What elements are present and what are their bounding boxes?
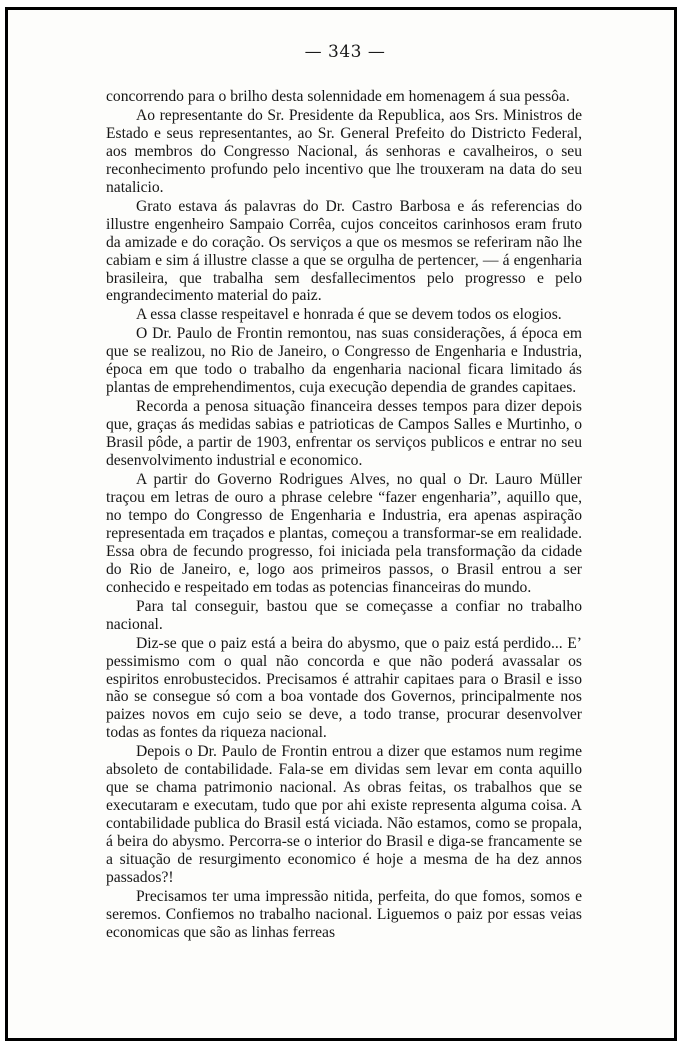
- paragraph: Diz-se que o paiz está a beira do abysmo, que o paiz está perdido... E’ pessimismo com o qual não concorda e que não poderá avassalar os espiritos enrobustecidos. Precisamos é attrahir capitaes para o Brasil e isso não se consegue só com a boa vontade dos Governos, principalmente nos paizes novos em cujo seio se deve, a todo transe, procurar desenvolver todas as fontes da riqueza nacional.: [106, 634, 582, 742]
- paragraph: A partir do Governo Rodrigues Alves, no qual o Dr. Lauro Müller traçou em letras de ouro a phrase celebre “fazer engenharia”, aquillo que, no tempo do Congresso de Engenharia e Industria, era apenas aspiração representada em traçados e plantas, começou a transformar-se em realidade. Essa obra de fecundo progresso, foi iniciada pela transformação da cidade do Rio de Janeiro, e, logo aos primeiros passos, o Brasil entrou a ser conhecido e respeitado em todas as potencias financeiras do mundo.: [106, 471, 582, 596]
- paragraph: Grato estava ás palavras do Dr. Castro Barbosa e ás referencias do illustre engenheiro Sampaio Corrêa, cujos conceitos carinhosos eram fruto da amizade e do coração. Os serviços a que os mesmos se referiram não lhe cabiam e sim á illustre classe a que se orgulha de pertencer, — á engenharia brasileira, que trabalha sem desfallecimentos pelo progresso e pelo engrandecimento material do paiz.: [106, 197, 582, 305]
- paragraph: Para tal conseguir, bastou que se começasse a confiar no trabalho nacional.: [106, 597, 582, 633]
- body-text: [106, 88, 582, 943]
- page-number: — 343 —: [304, 42, 386, 62]
- paragraph: Depois o Dr. Paulo de Frontin entrou a dizer que estamos num regime absoleto de contabilidade. Fala-se em dividas sem levar em conta aquillo que se chama patrimonio nacional. As obras feitas, os trabalhos que se executaram e executam, tudo que por ahi existe representa alguma coisa. A contabilidade publica do Brasil está viciada. Não estamos, como se propala, á beira do abysmo. Percorra-se o interior do Brasil e diga-se francamente se a situação de resurgimento economico é hoje a mesma de ha dez annos passados?!: [106, 743, 582, 886]
- paragraph: Recorda a penosa situação financeira desses tempos para dizer depois que, graças ás medidas sabias e patrioticas de Campos Salles e Murtinho, o Brasil pôde, a partir de 1903, enfrentar os serviços publicos e entrar no seu desenvolvimento industrial e economico.: [106, 398, 582, 470]
- paragraph: Precisamos ter uma impressão nitida, perfeita, do que fomos, somos e seremos. Confiemos no trabalho nacional. Liguemos o paiz por essas veias economicas que são as linhas ferreas: [106, 887, 582, 941]
- paragraph: A essa classe respeitavel e honrada é que se devem todos os elogios.: [136, 306, 562, 324]
- paragraph: Ao representante do Sr. Presidente da Republica, aos Srs. Ministros de Estado e seus representantes, ao Sr. General Prefeito do Districto Federal, aos membros do Congresso Nacional, ás senhoras e cavalheiros, o seu reconhecimento profundo pelo incentivo que lhe trouxeram na data do seu natalicio.: [106, 106, 582, 196]
- paragraph: O Dr. Paulo de Frontin remontou, nas suas considerações, á época em que se realizou, no Rio de Janeiro, o Congresso de Engenharia e Industria, época em que todo o trabalho da engenharia nacional ficara limitado ás plantas de emprehendimentos, cuja execução dependia de grandes capitaes.: [106, 325, 582, 397]
- paragraph: concorrendo para o brilho desta solennidade em homenagem á sua pessôa.: [106, 88, 570, 105]
